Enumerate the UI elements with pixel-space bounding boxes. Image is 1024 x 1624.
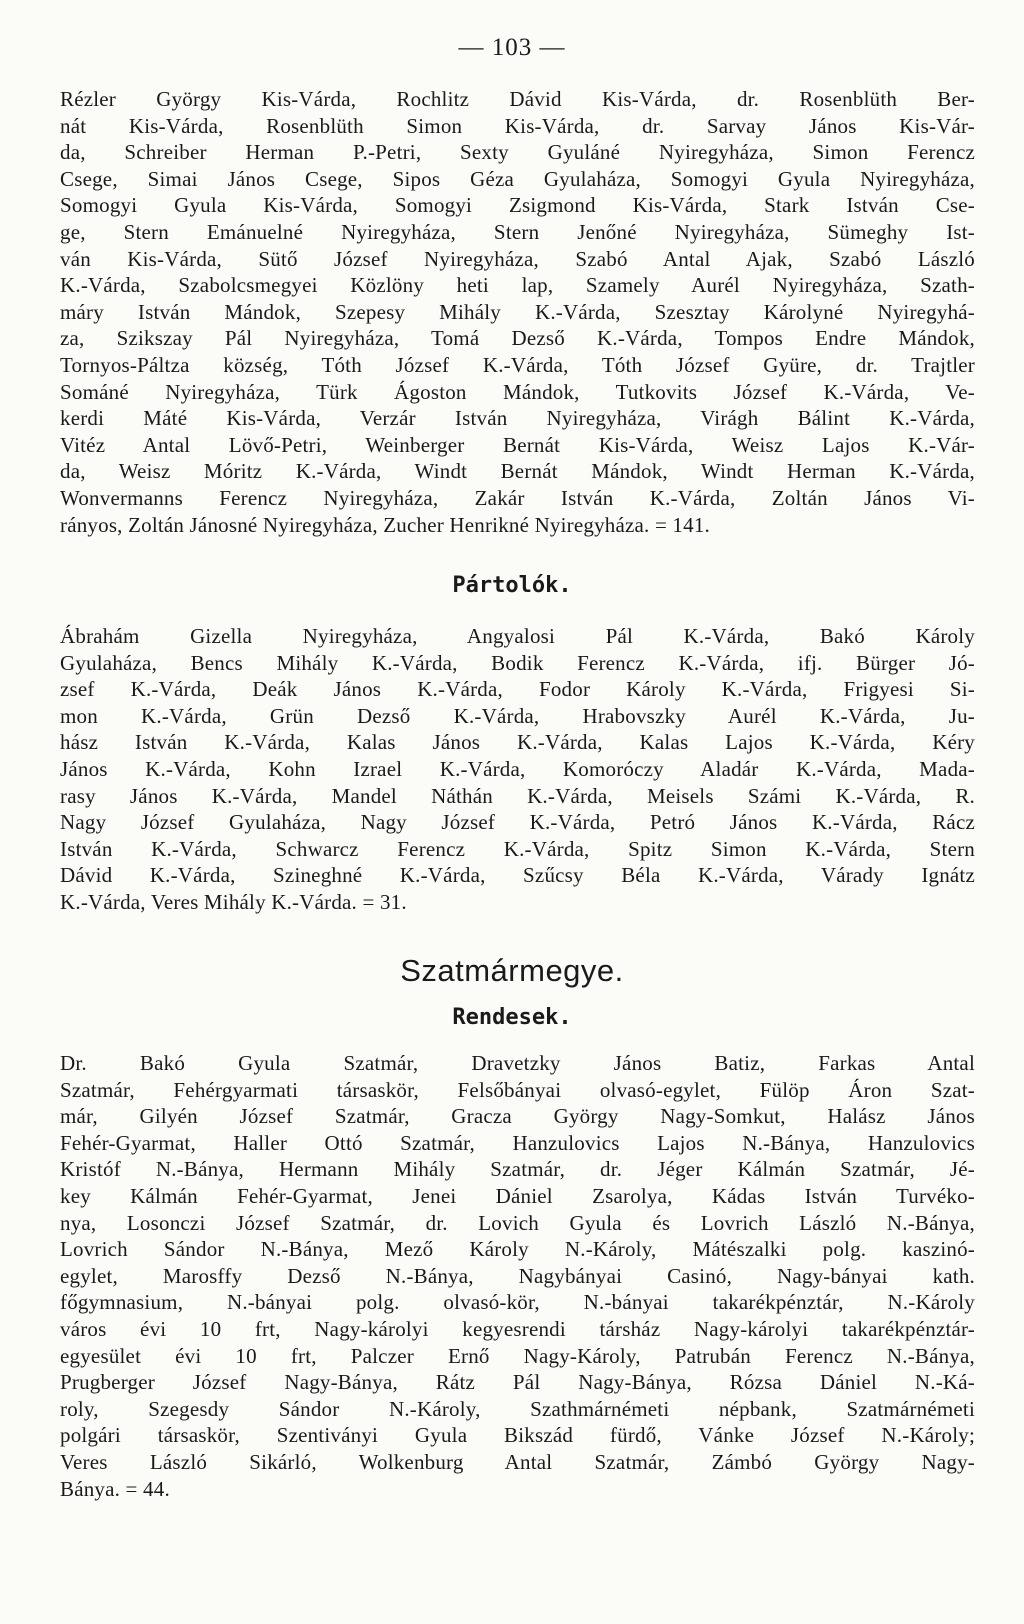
text-line: K.-Várda, Szabolcsmegyei Közlöny heti lap, Szamely Aurél Nyiregyháza, Szath- bbox=[60, 273, 975, 298]
text-line: kerdi Máté Kis-Várda, Verzár István Nyiregyháza, Virágh Bálint K.-Várda, bbox=[60, 406, 975, 431]
text-line: nya, Losonczi József Szatmár, dr. Lovich Gyula és Lovrich László N.-Bánya, bbox=[60, 1210, 975, 1235]
text-line: Lovrich Sándor N.-Bánya, Mező Károly N.-Károly, Mátészalki polg. kaszinó- bbox=[60, 1237, 975, 1262]
text-line: Tornyos-Páltza község, Tóth József K.-Várda, Tóth József Gyüre, dr. Trajtler bbox=[60, 352, 975, 377]
text-line: ván Kis-Várda, Sütő József Nyiregyháza, Szabó Antal Ajak, Szabó László bbox=[60, 246, 975, 271]
section-heading-partolok: Pártolók. bbox=[452, 573, 572, 598]
text-line-last: K.-Várda, Veres Mihály K.-Várda. = 31. bbox=[60, 889, 407, 914]
text-line: Fehér-Gyarmat, Haller Ottó Szatmár, Hanzulovics Lajos N.-Bánya, Hanzulovics bbox=[60, 1130, 975, 1155]
text-line: Csege, Simai János Csege, Sipos Géza Gyulaháza, Somogyi Gyula Nyiregyháza, bbox=[60, 166, 975, 191]
text-line: Dávid K.-Várda, Szineghné K.-Várda, Szűcsy Béla K.-Várda, Várady Ignátz bbox=[60, 863, 975, 888]
text-line: egyesület évi 10 frt, Palczer Ernő Nagy-Károly, Patrubán Ferencz N.-Bánya, bbox=[60, 1343, 975, 1368]
text-line: za, Szikszay Pál Nyiregyháza, Tomá Dezső K.-Várda, Tompos Endre Mándok, bbox=[60, 326, 975, 351]
text-line: máry István Mándok, Szepesy Mihály K.-Várda, Szesztay Károlyné Nyiregyhá- bbox=[60, 299, 975, 324]
text-line: Rézler György Kis-Várda, Rochlitz Dávid Kis-Várda, dr. Rosenblüth Ber- bbox=[60, 87, 975, 111]
text-line: Sománé Nyiregyháza, Türk Ágoston Mándok, Tutkovits József K.-Várda, Ve- bbox=[60, 379, 975, 404]
text-line: Veres László Sikárló, Wolkenburg Antal Szatmár, Zámbó György Nagy- bbox=[60, 1449, 975, 1474]
text-line: István K.-Várda, Schwarcz Ferencz K.-Várda, Spitz Simon K.-Várda, Stern bbox=[60, 836, 975, 861]
section-heading-rendesek: Rendesek. bbox=[452, 1005, 572, 1030]
text-line: mon K.-Várda, Grün Dezső K.-Várda, Hrabovszky Aurél K.-Várda, Ju- bbox=[60, 703, 975, 728]
text-line: Nagy József Gyulaháza, Nagy József K.-Várda, Petró János K.-Várda, Rácz bbox=[60, 810, 975, 835]
text-line: Dr. Bakó Gyula Szatmár, Dravetzky János Batiz, Farkas Antal bbox=[60, 1051, 975, 1075]
text-line: város évi 10 frt, Nagy-károlyi kegyesrendi társház Nagy-károlyi takarékpénztár- bbox=[60, 1316, 975, 1341]
text-line: hász István K.-Várda, Kalas János K.-Várda, Kalas Lajos K.-Várda, Kéry bbox=[60, 730, 975, 755]
text-line: főgymnasium, N.-bányai polg. olvasó-kör, N.-bányai takarékpénztár, N.-Károly bbox=[60, 1290, 975, 1315]
page-number: — 103 — bbox=[458, 34, 566, 61]
text-line: Vitéz Antal Lövő-Petri, Weinberger Bernát Kis-Várda, Weisz Lajos K.-Vár- bbox=[60, 432, 975, 457]
members-list-section bbox=[60, 86, 975, 538]
text-line: Szatmár, Fehérgyarmati társaskör, Felsőbányai olvasó-egylet, Fülöp Áron Szat- bbox=[60, 1077, 975, 1102]
supporters-list-section bbox=[60, 623, 975, 916]
text-line: már, Gilyén József Szatmár, Gracza György Nagy-Somkut, Halász János bbox=[60, 1104, 975, 1129]
text-line: János K.-Várda, Kohn Izrael K.-Várda, Komoróczy Aladár K.-Várda, Mada- bbox=[60, 756, 975, 781]
text-line: Somogyi Gyula Kis-Várda, Somogyi Zsigmond Kis-Várda, Stark István Cse- bbox=[60, 193, 975, 218]
text-line: ge, Stern Emánuelné Nyiregyháza, Stern Jenőné Nyiregyháza, Sümeghy Ist- bbox=[60, 219, 975, 244]
text-line: key Kálmán Fehér-Gyarmat, Jenei Dániel Zsarolya, Kádas István Turvéko- bbox=[60, 1183, 975, 1208]
text-line: roly, Szegesdy Sándor N.-Károly, Szathmárnémeti népbank, Szatmárnémeti bbox=[60, 1396, 975, 1421]
text-line: egylet, Marosffy Dezső N.-Bánya, Nagybányai Casinó, Nagy-bányai kath. bbox=[60, 1263, 975, 1288]
regular-members-section bbox=[60, 1050, 975, 1502]
text-line-last: rányos, Zoltán Jánosné Nyiregyháza, Zucher Henrikné Nyiregyháza. = 141. bbox=[60, 512, 710, 537]
text-line: Gyulaháza, Bencs Mihály K.-Várda, Bodik Ferencz K.-Várda, ifj. Bürger Jó- bbox=[60, 650, 975, 675]
text-line: polgári társaskör, Szentiványi Gyula Bikszád fürdő, Vánke József N.-Károly; bbox=[60, 1423, 975, 1448]
county-heading: Szatmármegye. bbox=[400, 953, 624, 988]
text-line: Kristóf N.-Bánya, Hermann Mihály Szatmár, dr. Jéger Kálmán Szatmár, Jé- bbox=[60, 1157, 975, 1182]
text-line: zsef K.-Várda, Deák János K.-Várda, Fodor Károly K.-Várda, Frigyesi Si- bbox=[60, 677, 975, 702]
text-line-last: Bánya. = 44. bbox=[60, 1476, 170, 1501]
text-line: Wonvermanns Ferencz Nyiregyháza, Zakár István K.-Várda, Zoltán János Vi- bbox=[60, 485, 975, 510]
text-line: rasy János K.-Várda, Mandel Náthán K.-Várda, Meisels Számi K.-Várda, R. bbox=[60, 783, 975, 808]
text-line: Prugberger József Nagy-Bánya, Rátz Pál Nagy-Bánya, Rózsa Dániel N.-Ká- bbox=[60, 1370, 975, 1395]
text-line: da, Weisz Móritz K.-Várda, Windt Bernát Mándok, Windt Herman K.-Várda, bbox=[60, 459, 975, 484]
text-line: Ábrahám Gizella Nyiregyháza, Angyalosi Pál K.-Várda, Bakó Károly bbox=[60, 624, 975, 648]
text-line: nát Kis-Várda, Rosenblüth Simon Kis-Várda, dr. Sarvay János Kis-Vár- bbox=[60, 113, 975, 138]
text-line: da, Schreiber Herman P.-Petri, Sexty Gyuláné Nyiregyháza, Simon Ferencz bbox=[60, 140, 975, 165]
